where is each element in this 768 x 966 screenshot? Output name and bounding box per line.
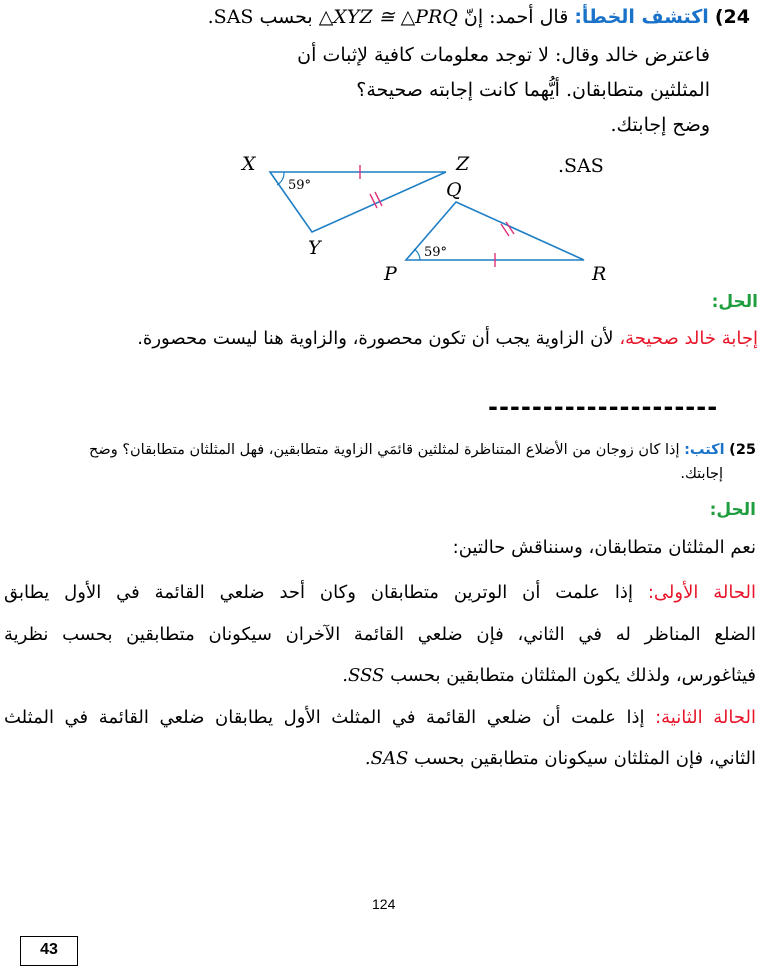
vertex-z: Z: [456, 153, 470, 175]
vertex-y: Y: [308, 237, 321, 259]
q25-text: إذا كان زوجان من الأضلاع المتناظرة لمثلثين قائمَي الزاوية متطابقين، فهل المثلثان متطابقان؟ وضح: [89, 442, 680, 458]
q24-line-2: المثلثين متطابقان. أيُّهما كانت إجابته صحيحة؟: [356, 79, 710, 101]
case-2-label: الحالة الثانية:: [655, 707, 756, 728]
solution-2-label: الحل:: [709, 500, 756, 520]
solution-1-answer: إجابة خالد صحيحة،: [619, 328, 758, 349]
case-1-line-3: [342, 665, 756, 686]
page-box: [20, 936, 78, 966]
case-1-line-2: الضلع المناظر له في الثاني، فإن ضلعي القائمة الآخران سيكونان متطابقين بحسب نظرية: [4, 624, 756, 645]
q24-line-1: فاعترض خالد وقال: لا توجد معلومات كافية لإثبات أن: [297, 44, 710, 66]
q25-line-2: إجابتك.: [680, 466, 723, 482]
solution-1-text: [137, 328, 758, 349]
vertex-p: P: [384, 263, 397, 285]
q24-line-3: وضح إجابتك.: [610, 114, 710, 136]
vertex-q: Q: [446, 179, 462, 201]
sas-label: .SAS: [558, 155, 604, 177]
case-2-text-2: الثاني، فإن المثلثان سيكونان متطابقين بحسب: [414, 748, 756, 769]
q24-header: [208, 6, 750, 28]
separator-line: ---------------------: [488, 393, 719, 421]
case-2-line-2: [365, 748, 756, 769]
case-1-text-1: إذا علمت أن الوترين متطابقان وكان أحد ضلعي القائمة في الأول يطابق: [4, 582, 633, 603]
case-2-text-1: إذا علمت أن ضلعي القائمة في المثلث الأول يطابقان ضلعي القائمة في المثلث: [4, 707, 645, 728]
q24-number: 24): [714, 6, 750, 28]
page-box-number: 43: [40, 941, 58, 958]
vertex-x: X: [242, 153, 256, 175]
case-1-math: SSS.: [342, 665, 385, 686]
angle-p: 59°: [424, 245, 448, 260]
q25-line-1: [89, 442, 756, 458]
case-1-line-1: [4, 582, 756, 603]
triangles-figure: [220, 150, 640, 290]
solution-1-label: الحل:: [711, 292, 758, 312]
solution-1-reason: لأن الزاوية يجب أن تكون محصورة، والزاوية هنا ليست محصورة.: [137, 328, 614, 349]
page-number: 124: [372, 896, 396, 912]
vertex-r: R: [592, 263, 607, 285]
q24-tail: بحسب SAS.: [207, 6, 313, 28]
case-1-label: الحالة الأولى:: [647, 582, 756, 603]
angle-x: 59°: [288, 178, 312, 193]
q24-intro: قال أحمد: إنّ: [463, 6, 569, 28]
case-2-math: SAS.: [364, 748, 409, 769]
q25-number: 25): [729, 442, 756, 458]
q24-math: △XYZ ≅ △PRQ: [318, 6, 458, 28]
case-1-text-3: فيثاغورس، ولذلك يكون المثلثان متطابقين بحسب: [390, 665, 756, 686]
case-2-line-1: [4, 707, 756, 728]
q24-label: اكتشف الخطأ:: [574, 6, 709, 28]
q25-label: اكتب:: [684, 442, 725, 458]
solution-2-intro: نعم المثلثان متطابقان، وسنناقش حالتين:: [452, 537, 756, 558]
